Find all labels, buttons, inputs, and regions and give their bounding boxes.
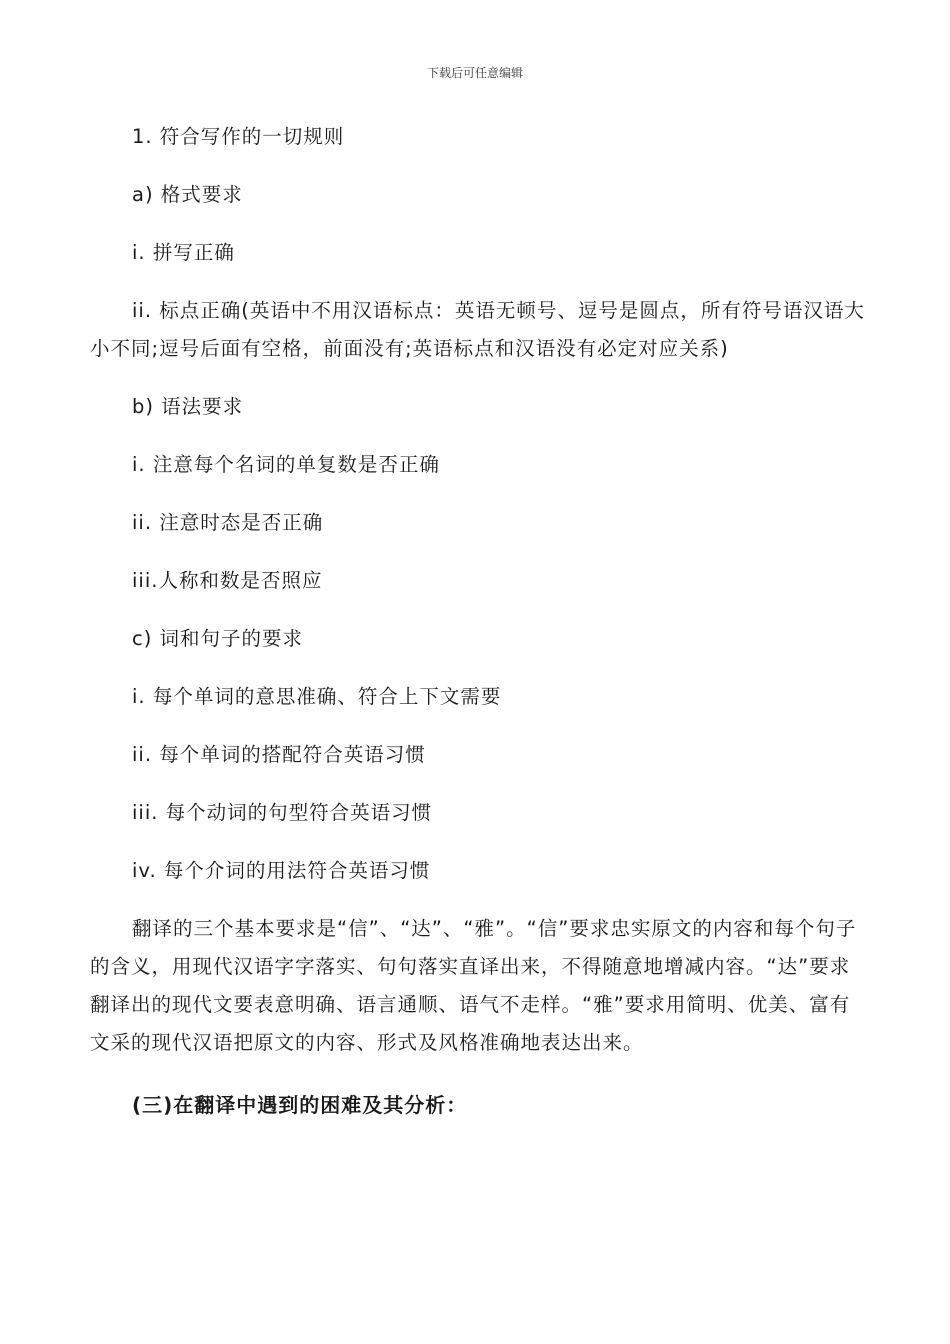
item-c-ii: ii. 每个单词的搭配符合英语习惯 [132,743,426,766]
item-c-iv: iv. 每个介词的用法符合英语习惯 [132,859,431,882]
document-body [90,118,870,1124]
item-a: a) 格式要求 [132,183,243,206]
translation-requirements-paragraph: 翻译的三个基本要求是“信”、“达”、“雅”。“信”要求忠实原文的内容和每个句子的含义，用现代汉语字字落实、句句落实直译出来，不得随意地增减内容。“达”要求翻译出的现代文要表意明确、语言通顺、语气不走样。“雅”要求用简明、优美、富有文采的现代汉语把原文的内容、形式及风格准确地表达出来。 [90,917,857,1054]
page-header: 下载后可任意编辑 [426,66,523,80]
section-heading: (三)在翻译中遇到的困难及其分析： [132,1093,468,1117]
item-b-ii: ii. 注意时态是否正确 [132,511,324,534]
item-c-iii: iii. 每个动词的句型符合英语习惯 [132,801,433,824]
item-c-i: i. 每个单词的意思准确、符合上下文需要 [132,685,502,708]
item-c: c) 词和句子的要求 [132,627,304,650]
item-a-i: i. 拼写正确 [132,241,235,264]
item-b-iii: iii.人称和数是否照应 [132,569,323,592]
item-b-i: i. 注意每个名词的单复数是否正确 [132,453,440,476]
item-b: b) 语法要求 [132,395,244,418]
item-1: 1. 符合写作的一切规则 [132,125,345,148]
item-a-ii: ii. 标点正确(英语中不用汉语标点：英语无顿号、逗号是圆点，所有符号语汉语大小不同;逗号后面有空格，前面没有;英语标点和汉语没有必定对应关系) [90,299,865,360]
